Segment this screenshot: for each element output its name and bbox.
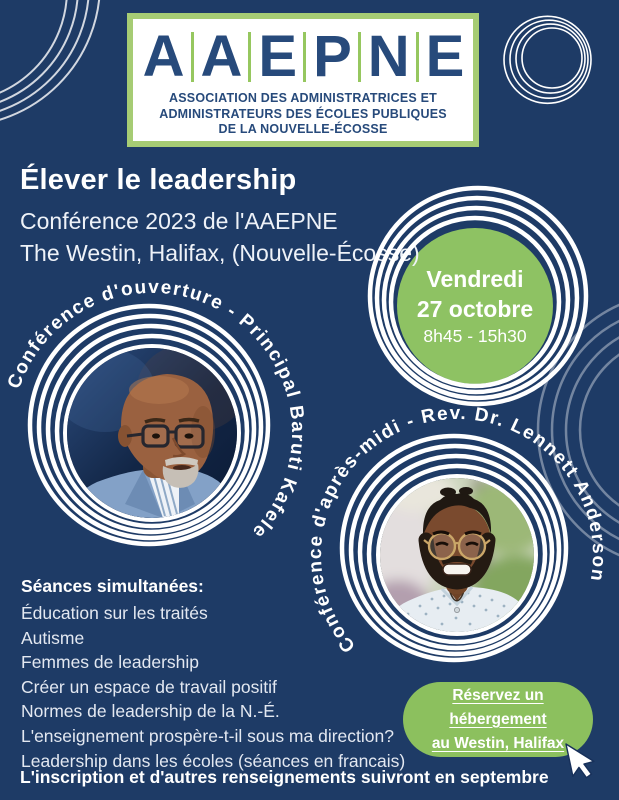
association-name-line: ASSOCIATION DES ADMINISTRATRICES ET [169,91,437,105]
poster-title: Élever le leadership [20,164,297,196]
right-edge-rings-decoration [538,293,619,567]
conference-name: Conférence 2023 de l'AAEPNE [20,208,338,234]
hero-text-block [20,164,420,269]
book-hotel-label-line2: au Westin, Halifax [431,734,565,752]
logo-divider-bar [191,32,194,82]
book-hotel-label-line1: Réservez un hébergement [449,686,547,728]
sessions-title: Séances simultanées: [21,576,204,596]
association-name-line: ADMINISTRATEURS DES ÉCOLES PUBLIQUES [159,106,447,121]
badge-day: Vendredi [426,265,524,292]
logo-letter: A [200,24,242,89]
badge-date: 27 octobre [416,295,534,322]
book-hotel-button[interactable] [403,682,593,757]
sessions-list [21,601,405,773]
topleft-rings-decoration [0,0,100,126]
association-full-name [159,91,447,138]
session-item: Éducation sur les traités [21,603,208,623]
date-badge [397,228,553,384]
logo-letter: E [425,24,464,89]
aaepne-acronym [142,24,464,89]
sessions-block [21,576,405,773]
registration-note: L'inscription et d'autres renseignements suivront en septembre [20,767,549,787]
speaker-photo-baruti-kafele [63,344,241,522]
venue-line: The Westin, Halifax, (Nouvelle-Écosse) [20,240,420,266]
session-item: Femmes de leadership [21,652,199,673]
logo-divider-bar [248,32,251,82]
logo-letter: A [142,24,184,89]
kafele-curved-label: Conférence d'ouverture - Principal Baruti Kafele [3,276,309,543]
session-item: L'enseignement prospère-t-il sous ma direction? [21,725,394,746]
logo-divider-bar [416,32,419,82]
logo-letter: P [313,24,351,89]
session-item: Normes de leadership de la N.-É. [21,701,280,722]
session-item: Autisme [21,627,85,648]
logo-letter: N [367,24,409,89]
aaepne-logo-card [127,13,479,147]
session-item: Leadership dans les écoles (séances en francais) [21,750,406,771]
anderson-curved-label: Conférence d'après-midi - Rev. Dr. Lennett Anderson [304,402,610,657]
stylized-portrait-kafele [67,348,237,518]
association-name-line: DE LA NOUVELLE-ÉCOSSE [218,122,388,136]
session-item: Créer un espace de travail positif [21,676,277,697]
logo-letter: E [258,24,297,89]
badge-time: 8h45 - 15h30 [423,325,527,346]
logo-divider-bar [303,32,306,82]
logo-divider-bar [358,32,361,82]
topright-rings-decoration [504,16,591,103]
